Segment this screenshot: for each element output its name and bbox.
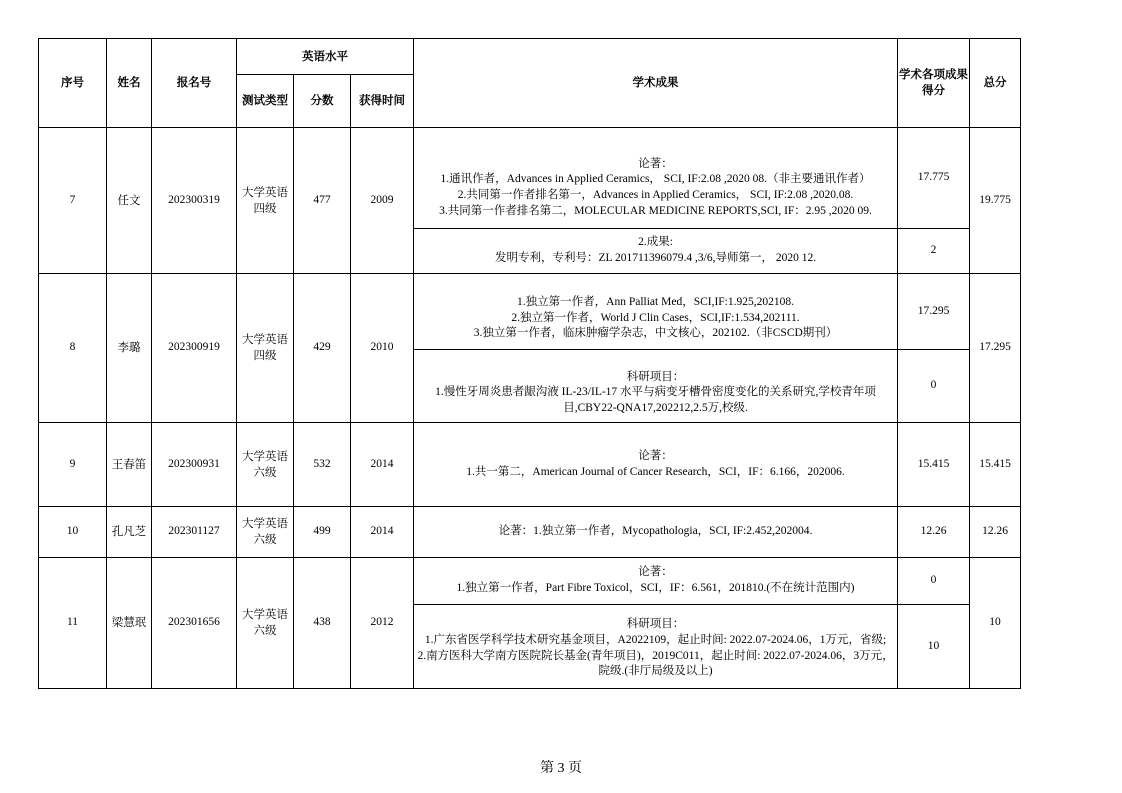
header-test-type: 测试类型 <box>237 75 294 128</box>
cell-seq: 11 <box>39 558 107 689</box>
achievement-line: 1.共一第二，American Journal of Cancer Research，SCI，IF：6.166，202006. <box>466 465 845 478</box>
cell-item-score: 17.775 <box>898 128 970 229</box>
cell-year: 2012 <box>351 558 414 689</box>
achievement-line: 1.独立第一作者，Ann Palliat Med，SCI,IF:1.925,202108. <box>517 296 795 309</box>
cell-test-type: 大学英语四级 <box>237 274 294 423</box>
header-total: 总分 <box>970 39 1021 128</box>
achievement-line: 论著： <box>638 157 673 170</box>
cell-score: 429 <box>294 274 351 423</box>
cell-reg-no: 202300931 <box>152 423 237 507</box>
cell-total: 17.295 <box>970 274 1021 423</box>
header-name: 姓名 <box>107 39 152 128</box>
cell-name: 梁慧珉 <box>107 558 152 689</box>
achievement-line: 科研项目： <box>626 370 685 383</box>
cell-name: 李璐 <box>107 274 152 423</box>
header-obtained-time: 获得时间 <box>351 75 414 128</box>
achievement-line: 1.独立第一作者，Part Fibre Toxicol，SCI，IF：6.561，201810.(不在统计范围内) <box>456 582 855 594</box>
cell-total: 10 <box>970 558 1021 689</box>
cell-name: 王春笛 <box>107 423 152 507</box>
achievement-line: 论著：1.独立第一作者，Mycopathologia，SCI, IF:2.452,202004. <box>498 525 813 538</box>
cell-seq: 10 <box>39 507 107 558</box>
achievement-line: 论著： <box>638 449 673 462</box>
achievement-line: 3.独立第一作者，临床肿瘤学杂志，中文核心，202102.（非CSCD期刊） <box>473 327 838 340</box>
cell-seq: 7 <box>39 128 107 274</box>
cell-score: 477 <box>294 128 351 274</box>
cell-name: 孔凡芝 <box>107 507 152 558</box>
cell-achievement <box>414 274 898 350</box>
cell-test-type: 大学英语六级 <box>237 558 294 689</box>
cell-item-score: 15.415 <box>898 423 970 507</box>
cell-score: 532 <box>294 423 351 507</box>
header-seq: 序号 <box>39 39 107 128</box>
achievement-line: 1.通讯作者，Advances in Applied Ceramics， SCI, IF:2.08 ,2020 08.（非主要通讯作者） <box>440 173 871 186</box>
cell-test-type: 大学英语六级 <box>237 423 294 507</box>
cell-score: 499 <box>294 507 351 558</box>
achievement-line: 1.广东省医学科学技术研究基金项目，A2022109，起止时间: 2022.07-2024.06，1万元，省级; <box>424 633 887 646</box>
cell-achievement <box>414 605 898 689</box>
cell-seq: 9 <box>39 423 107 507</box>
cell-item-score: 17.295 <box>898 274 970 350</box>
achievement-line: 2.独立第一作者，World J Clin Cases，SCI,IF:1.534,202111. <box>511 311 800 324</box>
cell-reg-no: 202300919 <box>152 274 237 423</box>
cell-achievement <box>414 128 898 229</box>
header-score: 分数 <box>294 75 351 128</box>
cell-achievement <box>414 350 898 423</box>
cell-achievement <box>414 507 898 558</box>
achievement-line: 论著： <box>638 566 673 579</box>
achievement-line: 2.南方医科大学南方医院院长基金(青年项目)，2019C011，起止时间: 2022.07-2024.06，3万元，院级.(非厅局级及以上) <box>417 649 894 678</box>
cell-test-type: 大学英语四级 <box>237 128 294 274</box>
cell-name: 任文 <box>107 128 152 274</box>
table-row <box>39 128 1021 229</box>
cell-test-type: 大学英语六级 <box>237 507 294 558</box>
cell-total: 12.26 <box>970 507 1021 558</box>
cell-reg-no: 202301656 <box>152 558 237 689</box>
cell-achievement <box>414 229 898 274</box>
achievement-line: 2.成果: <box>638 236 673 249</box>
cell-year: 2009 <box>351 128 414 274</box>
cell-item-score: 0 <box>898 558 970 605</box>
cell-item-score: 0 <box>898 350 970 423</box>
header-reg-no: 报名号 <box>152 39 237 128</box>
table-row <box>39 423 1021 507</box>
header-english-level: 英语水平 <box>237 39 414 75</box>
cell-achievement <box>414 423 898 507</box>
cell-seq: 8 <box>39 274 107 423</box>
table-row <box>39 507 1021 558</box>
achievement-line: 科研项目： <box>626 618 685 631</box>
cell-year: 2014 <box>351 507 414 558</box>
cell-year: 2010 <box>351 274 414 423</box>
table-row <box>39 274 1021 350</box>
header-item-score: 学术各项成果得分 <box>898 39 970 128</box>
table-row <box>39 558 1021 605</box>
cell-score: 438 <box>294 558 351 689</box>
score-table <box>38 38 1021 689</box>
page-number: 第 3 页 <box>540 761 582 776</box>
cell-total: 19.775 <box>970 128 1021 274</box>
achievement-line: 1.慢性牙周炎患者龈沟液 IL-23/IL-17 水平与病变牙槽骨密度变化的关系研究,学校青年项目,CBY22-QNA17,202212,2.5万,校级. <box>435 386 876 414</box>
cell-reg-no: 202301127 <box>152 507 237 558</box>
cell-year: 2014 <box>351 423 414 507</box>
cell-item-score: 2 <box>898 229 970 274</box>
cell-total: 15.415 <box>970 423 1021 507</box>
achievement-line: 3.共同第一作者排名第二，MOLECULAR MEDICINE REPORTS,SCI, IF：2.95 ,2020 09. <box>439 204 872 217</box>
cell-item-score: 12.26 <box>898 507 970 558</box>
achievement-line: 发明专利，专利号：ZL 201711396079.4 ,3/6,导师第一， 2020 12. <box>494 252 817 264</box>
cell-item-score: 10 <box>898 605 970 689</box>
header-achievements: 学术成果 <box>414 39 898 128</box>
cell-achievement <box>414 558 898 605</box>
cell-reg-no: 202300319 <box>152 128 237 274</box>
achievement-line: 2.共同第一作者排名第一，Advances in Applied Ceramics， SCI, IF:2.08 ,2020.08. <box>457 189 854 201</box>
